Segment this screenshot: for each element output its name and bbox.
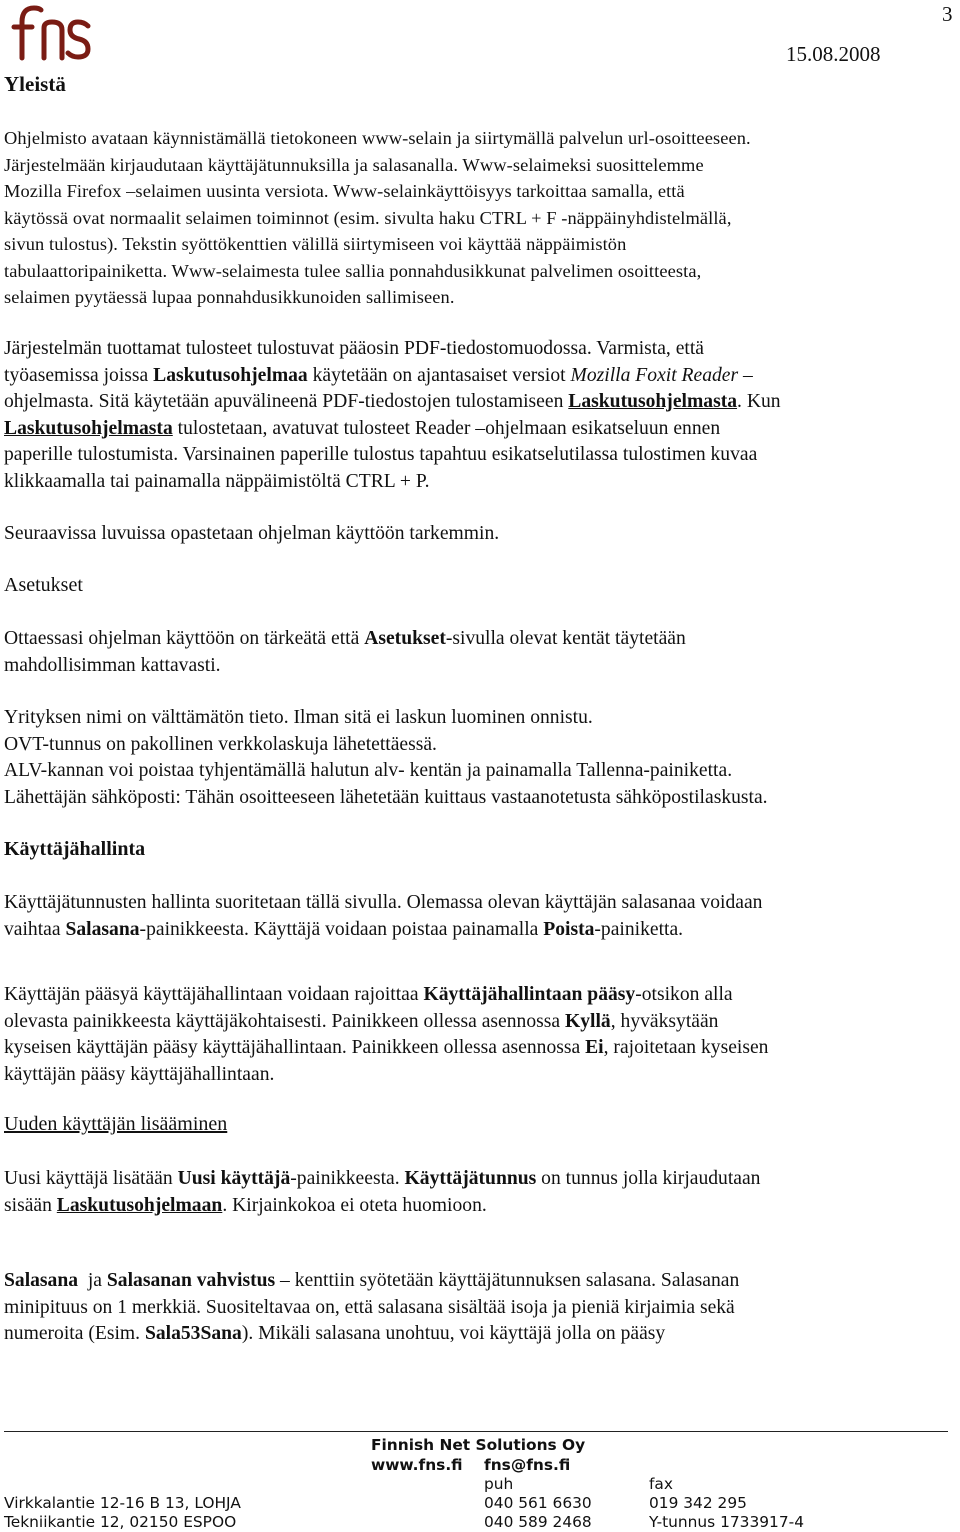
text-run: -sivulla olevat kentät täytetään	[445, 628, 686, 649]
text-run: tulostetaan, avatuvat tulosteet Reader –ohjelmaan esikatseluun ennen	[172, 417, 721, 439]
document-date: 15.08.2008	[786, 42, 881, 66]
reader-name: Mozilla Foxit Reader –	[570, 364, 753, 386]
text-run: Käyttäjän pääsyä käyttäjähallintaan voidaan rajoittaa	[4, 984, 424, 1005]
text-line	[4, 1193, 959, 1220]
delete-button-name: Poista	[543, 918, 595, 940]
footer-phone-1: 040 561 6630	[484, 1494, 592, 1512]
general-paragraph-1	[4, 125, 959, 311]
text-run: sisään	[4, 1194, 57, 1216]
text-run: -painikkeesta.	[290, 1168, 405, 1189]
text-run: ohjelmasta. Sitä käytetään apuvälineenä PDF-tiedostojen tulostamiseen	[4, 391, 569, 412]
text-line: Ohjelmisto avataan käynnistämällä tietokoneen www-selain ja siirtymällä palvelun url-osoitteeseen.	[4, 128, 751, 148]
text-line: klikkaamalla tai painamalla näppäimistöltä CTRL + P.	[4, 470, 430, 492]
users-paragraph-2	[4, 982, 959, 1088]
text-run: . Kirjainkokoa ei oteta huomioon.	[222, 1194, 487, 1216]
text-line	[4, 1166, 959, 1193]
text-run: -otsikon alla	[635, 984, 733, 1005]
text-line	[4, 1268, 959, 1295]
text-run: ). Mikäli salasana unohtuu, voi käyttäjä jolla on pääsy	[241, 1323, 666, 1344]
text-line: Seuraavissa luvuissa opastetaan ohjelman käyttöön tarkemmin.	[4, 523, 500, 544]
text-run: . Kun	[737, 391, 781, 412]
text-line: tabulaattoripainiketta. Www-selaimesta tulee sallia ponnahdusikkunat palvelimen osoitteesta,	[4, 260, 702, 281]
text-run: kyseisen käyttäjän pääsy käyttäjähallintaan. Painikkeen ollessa asennossa	[4, 1037, 586, 1058]
text-line	[4, 416, 959, 443]
footer-divider	[4, 1431, 948, 1432]
footer-email[interactable]: fns@fns.fi	[484, 1456, 571, 1474]
program-link[interactable]: Laskutusohjelmasta	[568, 391, 738, 412]
fns-logo-icon	[4, 0, 94, 62]
text-line: Järjestelmään kirjaudutaan käyttäjätunnuksilla ja salasanalla. Www-selaimeksi suosittelemme	[4, 154, 704, 175]
users-heading: Käyttäjähallinta	[4, 838, 146, 860]
text-run: työasemissa joissa	[4, 364, 154, 386]
page-number: 3	[942, 2, 953, 26]
new-user-paragraph-2	[4, 1268, 959, 1348]
settings-list	[4, 705, 959, 811]
settings-heading: Asetukset	[4, 574, 83, 596]
footer-phone-2: 040 589 2468	[484, 1513, 592, 1531]
general-paragraph-3	[4, 521, 959, 548]
text-line: minipituus on 1 merkkiä. Suositeltavaa on, että salasana sisältää isoja ja pieniä kirjaimia sekä	[4, 1296, 735, 1318]
text-run: – kenttiin syötetään käyttäjätunnuksen salasana. Salasanan	[275, 1270, 740, 1291]
text-run: numeroita (Esim.	[4, 1323, 145, 1344]
username-field-name: Käyttäjätunnus	[404, 1168, 537, 1189]
text-run: vaihtaa	[4, 918, 66, 940]
footer-business-id: Y-tunnus 1733917-4	[649, 1513, 804, 1531]
footer-website[interactable]: www.fns.fi	[371, 1456, 463, 1474]
company-logo	[4, 0, 94, 62]
footer-phone-label: puh	[484, 1475, 514, 1493]
text-line	[4, 1035, 959, 1062]
new-user-paragraph-1	[4, 1166, 959, 1219]
text-line	[4, 1321, 959, 1348]
yes-option: Kyllä	[565, 1010, 611, 1032]
section-title: Yleistä	[4, 72, 66, 96]
text-run: ja	[78, 1270, 107, 1291]
password-button-name: Salasana	[65, 918, 140, 940]
text-run: -painikkeesta. Käyttäjä voidaan poistaa painamalla	[139, 918, 544, 940]
footer-fax-label: fax	[649, 1475, 673, 1493]
text-line	[4, 626, 959, 653]
text-line: sivun tulostus). Tekstin syöttökenttien välillä siirtymiseen voi käyttää näppäimistön	[4, 234, 627, 254]
text-run: , rajoitetaan kyseisen	[603, 1037, 769, 1058]
text-line	[4, 389, 959, 416]
text-line: selaimen pyytäessä lupaa ponnahdusikkunoiden sallimiseen.	[4, 287, 455, 307]
text-line: mahdollisimman kattavasti.	[4, 654, 221, 676]
text-line	[4, 1009, 959, 1036]
general-paragraph-2	[4, 336, 959, 495]
text-line	[4, 917, 959, 944]
text-run: on tunnus jolla kirjaudutaan	[536, 1168, 761, 1189]
program-link[interactable]: Laskutusohjelmasta	[4, 417, 173, 439]
program-name: Laskutusohjelmaa	[153, 364, 308, 386]
text-line: Lähettäjän sähköposti: Tähän osoitteeseen lähetetään kuittaus vastaanotetusta sähköpostilaskusta.	[4, 786, 768, 808]
text-line: käytössä ovat normaalit selaimen toiminnot (esim. sivulta haku CTRL + F -näppäinyhdistelmällä,	[4, 207, 732, 228]
text-run: käytetään on ajantasaiset versiot	[307, 364, 571, 386]
text-line: käyttäjän pääsy käyttäjähallintaan.	[4, 1063, 275, 1085]
new-user-button-name: Uusi käyttäjä	[177, 1168, 291, 1189]
text-run: , hyväksytään	[610, 1010, 719, 1032]
password-confirm-field-name: Salasanan vahvistus	[106, 1270, 276, 1291]
footer-address-1: Virkkalantie 12-16 B 13, LOHJA	[4, 1494, 241, 1512]
users-paragraph-1	[4, 890, 959, 943]
text-line	[4, 982, 959, 1009]
text-line	[4, 363, 959, 390]
text-line: paperille tulostumista. Varsinainen paperille tulostus tapahtuu esikatselutilassa tulostimen kuvaa	[4, 444, 758, 465]
no-option: Ei	[585, 1037, 604, 1058]
text-line: OVT-tunnus on pakollinen verkkolaskuja lähetettäessä.	[4, 733, 437, 755]
password-example: Sala53Sana	[144, 1323, 242, 1344]
text-line: ALV-kannan voi poistaa tyhjentämällä halutun alv- kentän ja painamalla Tallenna-painiketta.	[4, 760, 733, 781]
program-link[interactable]: Laskutusohjelmaan	[56, 1194, 223, 1216]
text-run: olevasta painikkeesta käyttäjäkohtaisesti. Painikkeen ollessa asennossa	[4, 1010, 565, 1032]
password-field-name: Salasana	[4, 1270, 79, 1291]
text-run: -painiketta.	[594, 918, 684, 940]
footer-fax-1: 019 342 295	[649, 1494, 747, 1512]
text-run: Uusi käyttäjä lisätään	[4, 1168, 178, 1189]
text-line: Mozilla Firefox –selaimen uusinta versiota. Www-selainkäyttöisyys tarkoittaa samalla, että	[4, 181, 685, 201]
footer-company: Finnish Net Solutions Oy	[371, 1436, 586, 1454]
text-line: Yrityksen nimi on välttämätön tieto. Ilman sitä ei laskun luominen onnistu.	[4, 707, 593, 728]
text-line: Käyttäjätunnusten hallinta suoritetaan tällä sivulla. Olemassa olevan käyttäjän salasanaa voidaan	[4, 892, 763, 913]
footer-address-2: Tekniikantie 12, 02150 ESPOO	[4, 1513, 237, 1531]
settings-page-name: Asetukset	[364, 628, 446, 649]
text-line: Järjestelmän tuottamat tulosteet tulostuvat pääosin PDF-tiedostomuodossa. Varmista, että	[4, 338, 705, 359]
access-heading-name: Käyttäjähallintaan pääsy	[423, 984, 636, 1005]
settings-paragraph	[4, 626, 959, 679]
new-user-heading: Uuden käyttäjän lisääminen	[4, 1113, 228, 1135]
text-run: Ottaessasi ohjelman käyttöön on tärkeätä että	[4, 628, 365, 649]
